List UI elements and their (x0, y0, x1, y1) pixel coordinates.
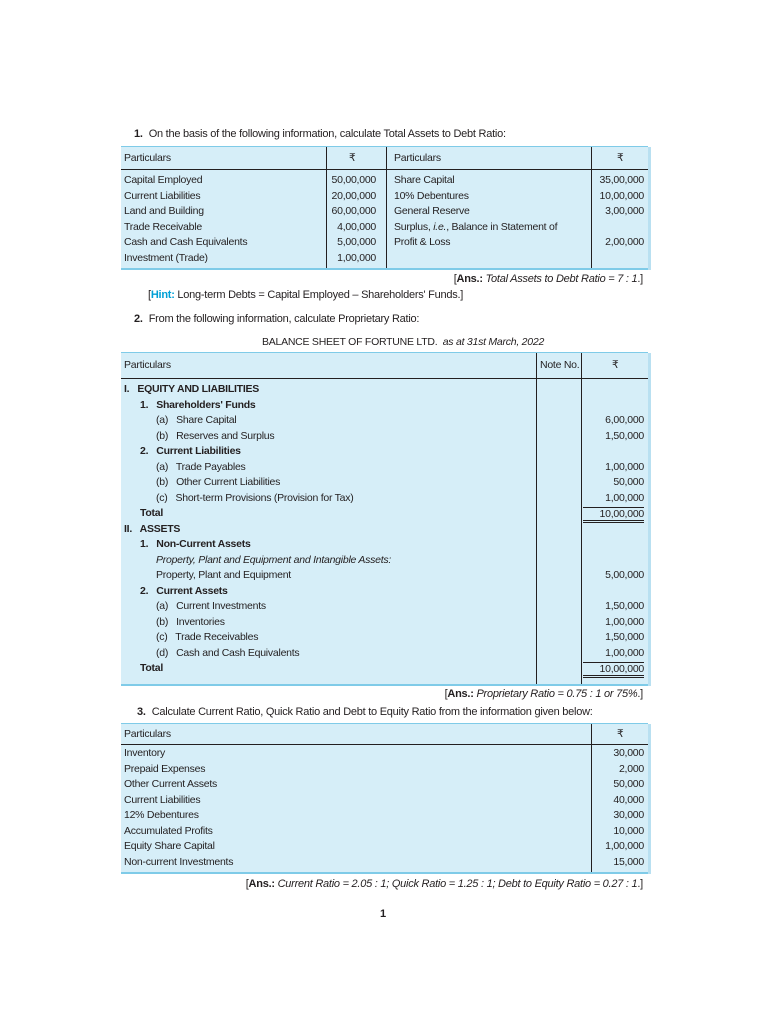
q3-row-amount: 1,00,000 (605, 840, 644, 852)
q3-row-label: Accumulated Profits (124, 824, 213, 837)
q2-row-amount: 1,00,000 (605, 460, 644, 473)
q1-right-amount: 10,00,000 (599, 189, 644, 202)
q1-left-amount: 20,00,000 (331, 189, 376, 202)
q3-row-amount: 30,000 (613, 747, 644, 759)
q1-header-particulars-right: Particulars (394, 152, 441, 164)
page-number: 1 (380, 908, 386, 920)
q1-right-label: General Reserve (394, 205, 470, 217)
q3-row-label: Inventory (124, 747, 165, 759)
q2-row-amount: 1,50,000 (605, 600, 644, 612)
q2-row-label: (d) Cash and Cash Equivalents (156, 646, 300, 659)
q3-table (121, 723, 648, 874)
q1-answer: [Ans.: Total Assets to Debt Ratio = 7 : 1.] (453, 273, 643, 285)
q1-hint: [Hint: Long-term Debts = Capital Employed – Shareholders' Funds.] (148, 289, 464, 301)
q2-row-label: Total (140, 662, 164, 674)
q3-row-amount: 30,000 (613, 809, 644, 821)
q1-right-amount: 2,00,000 (605, 236, 644, 248)
q2-row-label: 1. Non-Current Assets (140, 538, 251, 550)
q3-row-label: Prepaid Expenses (124, 762, 206, 775)
q1-question (134, 128, 506, 140)
q3-number: 3. (137, 706, 146, 718)
q1-header-rupee-right: ₹ (617, 152, 624, 164)
q2-row-label: 2. Current Assets (140, 584, 228, 597)
q2-row-amount: 1,50,000 (605, 429, 644, 442)
q2-row-label: (b) Reserves and Surplus (156, 429, 275, 442)
q2-row-amount: 1,00,000 (605, 615, 644, 628)
q2-answer: [Ans.: Proprietary Ratio = 0.75 : 1 or 75%.] (444, 688, 643, 700)
q3-row-amount: 2,000 (618, 762, 644, 775)
q2-row-label: 2. Current Liabilities (140, 445, 241, 457)
q1-left-label: Investment (Trade) (124, 251, 208, 264)
q1-left-label: Capital Employed (124, 174, 203, 186)
q2-row-label: 1. Shareholders' Funds (140, 398, 256, 411)
q3-row-amount: 40,000 (613, 793, 644, 806)
q2-table (121, 352, 648, 686)
q2-header-rupee: ₹ (612, 359, 619, 371)
q3-answer: [Ans.: Current Ratio = 2.05 : 1; Quick Ratio = 1.25 : 1; Debt to Equity Ratio = 0.27 : 1.] (245, 878, 643, 890)
q2-header-particulars: Particulars (124, 359, 171, 371)
q1-header-particulars-left: Particulars (124, 152, 171, 164)
q1-left-amount: 5,00,000 (337, 236, 376, 248)
q2-row-label: (a) Share Capital (156, 414, 237, 426)
q3-header-rupee: ₹ (617, 728, 624, 740)
q1-table (121, 146, 648, 270)
q2-row-label: II. ASSETS (124, 522, 181, 535)
q2-number: 2. (134, 313, 143, 325)
q2-row-amount: 10,00,000 (583, 662, 644, 678)
q2-row-label: (c) Trade Receivables (156, 631, 259, 643)
q2-row-label: (c) Short-term Provisions (Provision for Tax) (156, 491, 354, 504)
q2-balance-sheet-title: BALANCE SHEET OF FORTUNE LTD. as at 31st March, 2022 (262, 336, 545, 348)
q2-row-label: I. EQUITY AND LIABILITIES (124, 383, 260, 395)
q3-row-label: Other Current Assets (124, 778, 218, 790)
q2-row-amount: 50,000 (613, 476, 644, 488)
q1-left-label: Land and Building (124, 205, 204, 217)
q3-row-amount: 50,000 (613, 778, 644, 790)
q3-row-label: 12% Debentures (124, 809, 199, 821)
q2-row-amount: 10,00,000 (583, 507, 644, 523)
q2-header-note: Note No. (540, 359, 580, 371)
q1-left-label: Trade Receivable (124, 220, 202, 233)
q2-row-label: Property, Plant and Equipment (156, 569, 291, 581)
q2-row-amount: 5,00,000 (605, 569, 644, 581)
q2-row-label: (a) Current Investments (156, 600, 266, 612)
q1-right-label: 10% Debentures (394, 189, 469, 202)
q2-text: From the following information, calculate Proprietary Ratio: (148, 313, 420, 325)
q1-text: On the basis of the following information, calculate Total Assets to Debt Ratio: (148, 128, 506, 140)
q1-left-amount: 50,00,000 (331, 174, 376, 186)
q3-question (137, 706, 593, 718)
q2-row-amount: 1,50,000 (605, 631, 644, 643)
q1-left-amount: 4,00,000 (337, 220, 376, 233)
q1-header-rupee-left: ₹ (349, 152, 356, 164)
q2-row-label: (a) Trade Payables (156, 460, 246, 473)
q1-left-label: Current Liabilities (124, 189, 201, 202)
q2-row-amount: 1,00,000 (605, 491, 644, 504)
q1-right-amount: 3,00,000 (605, 205, 644, 217)
q1-left-label: Cash and Cash Equivalents (124, 236, 248, 248)
q1-table-header (121, 147, 648, 170)
q1-left-amount: 60,00,000 (331, 205, 376, 217)
q2-row-amount: 1,00,000 (605, 646, 644, 659)
q1-right-label: Share Capital (394, 174, 455, 186)
q2-row-label: Property, Plant and Equipment and Intangible Assets: (156, 553, 392, 566)
q1-number: 1. (134, 128, 143, 140)
q2-row-label: (b) Other Current Liabilities (156, 476, 281, 488)
q2-question (134, 313, 419, 325)
q3-row-amount: 10,000 (613, 824, 644, 837)
q3-row-label: Equity Share Capital (124, 840, 215, 852)
q1-right-label: Profit & Loss (394, 236, 451, 248)
q1-right-amount: 35,00,000 (599, 174, 644, 186)
q3-text: Calculate Current Ratio, Quick Ratio and Debt to Equity Ratio from the information given below: (151, 706, 593, 718)
q2-row-amount: 6,00,000 (605, 414, 644, 426)
q3-header-particulars: Particulars (124, 728, 171, 740)
q3-row-label: Non-current Investments (124, 855, 234, 868)
q2-row-label: (b) Inventories (156, 615, 225, 628)
q2-row-label: Total (140, 507, 164, 519)
q3-table-header (121, 724, 648, 745)
q3-row-amount: 15,000 (613, 855, 644, 868)
q3-row-label: Current Liabilities (124, 793, 201, 806)
q1-left-amount: 1,00,000 (337, 251, 376, 264)
q1-right-label: Surplus, i.e., Balance in Statement of (394, 220, 558, 233)
